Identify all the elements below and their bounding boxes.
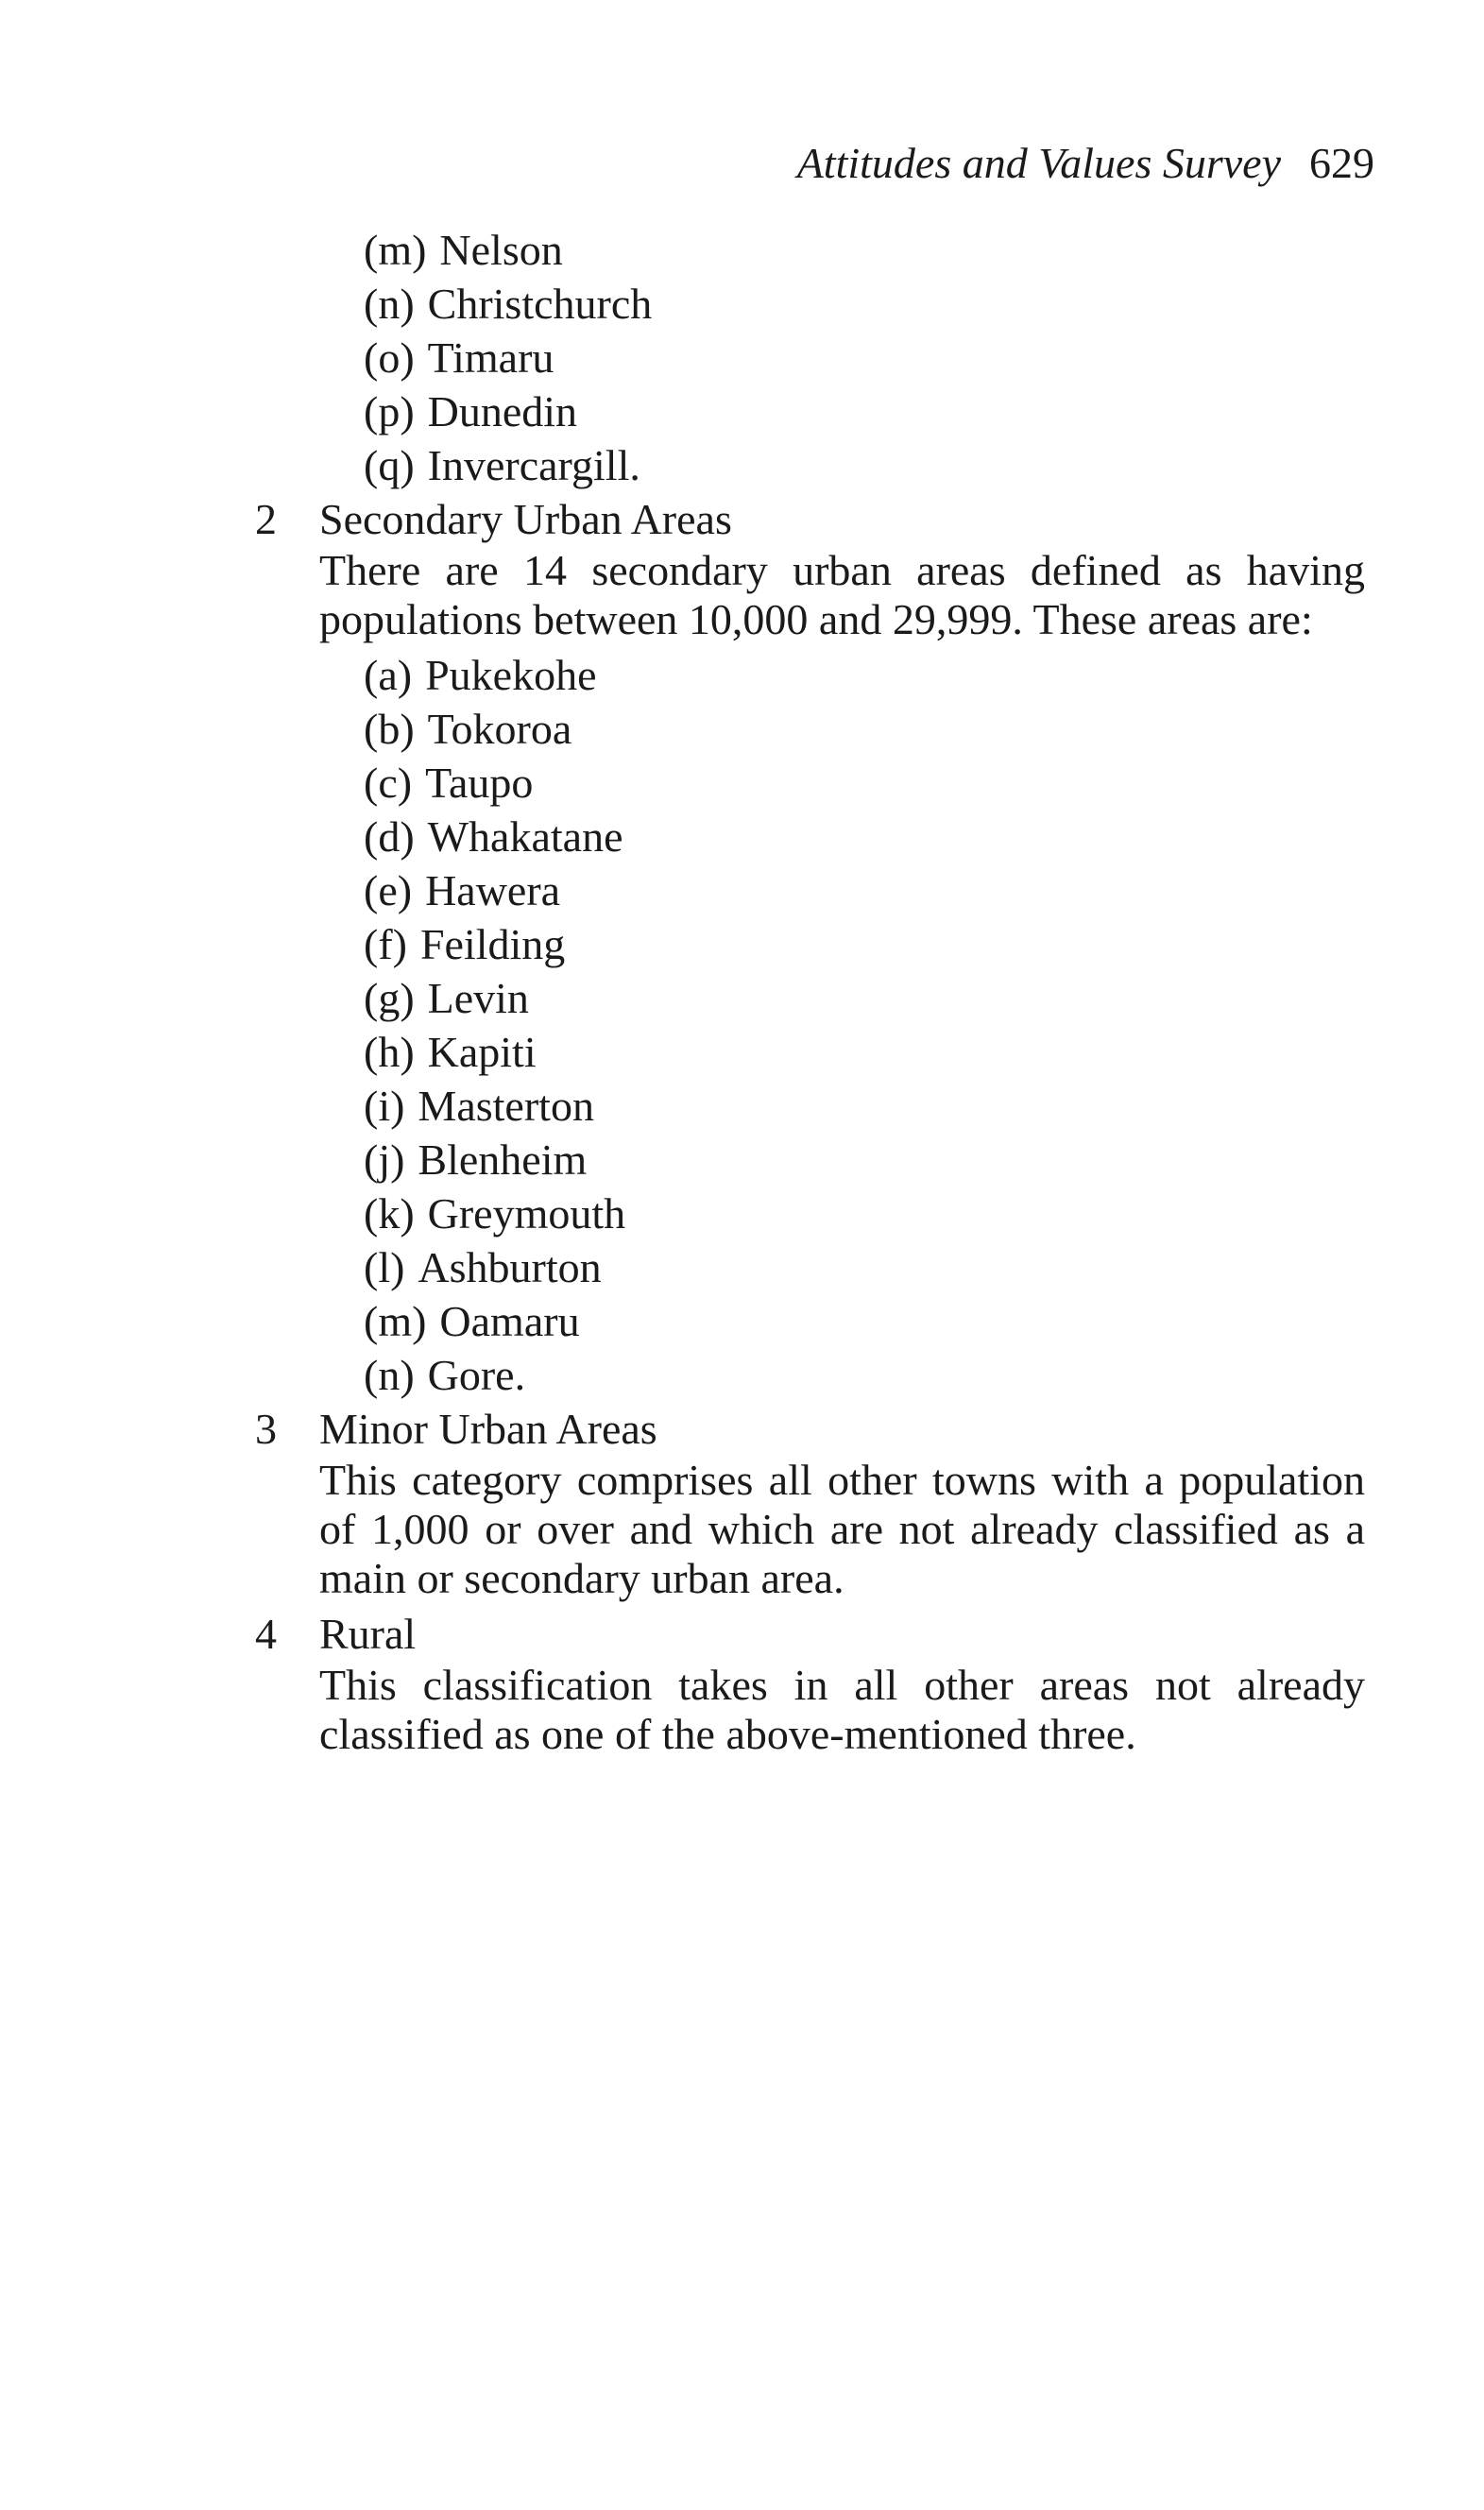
list-item: (k) Greymouth (364, 1189, 626, 1238)
list-item: (i) Masterton (364, 1082, 594, 1130)
list-item: (e) Hawera (364, 866, 561, 914)
section-heading: Secondary Urban Areas (319, 495, 732, 543)
list-item: (j) Blenheim (364, 1135, 588, 1184)
section-heading: Minor Urban Areas (319, 1405, 657, 1453)
list-item: (n) Christchurch (364, 280, 653, 328)
list-item: (f) Feilding (364, 920, 566, 968)
continued-list (255, 223, 1365, 492)
section-number: 3 (255, 1405, 277, 1453)
section-secondary-urban-areas (255, 492, 1365, 1402)
list-item: (h) Kapiti (364, 1028, 537, 1076)
list-item: (n) Gore. (364, 1351, 526, 1399)
list-item: (l) Ashburton (364, 1243, 602, 1291)
list-item: (p) Dunedin (364, 387, 578, 435)
list-item: (d) Whakatane (364, 812, 623, 861)
running-head (796, 139, 1374, 187)
section-text: This category comprises all other towns with a population of 1,000 or over and which are not already classified as a main or secondary urban area. (319, 1456, 1365, 1602)
list-item: (m) Oamaru (364, 1297, 580, 1345)
section-rural (255, 1607, 1365, 1759)
list-item: (o) Timaru (364, 333, 554, 382)
list-item: (b) Tokoroa (364, 705, 572, 753)
section-text: This classification takes in all other areas not already classified as one of the above-mentioned three. (319, 1661, 1365, 1758)
page-number: 629 (1309, 139, 1374, 187)
list-item: (m) Nelson (364, 226, 563, 274)
section-heading: Rural (319, 1610, 417, 1658)
section-text: There are 14 secondary urban areas defined as having populations between 10,000 and 29,999. These areas are: (319, 546, 1365, 643)
body-text (255, 223, 1365, 1763)
section-number: 4 (255, 1610, 277, 1658)
secondary-areas-list (319, 648, 1365, 1402)
section-minor-urban-areas (255, 1402, 1365, 1603)
list-item: (a) Pukekohe (364, 651, 597, 699)
list-item: (g) Levin (364, 974, 529, 1022)
list-item: (q) Invercargill. (364, 441, 640, 489)
section-number: 2 (255, 495, 277, 543)
list-item: (c) Taupo (364, 759, 534, 807)
running-head-title: Attitudes and Values Survey (796, 139, 1281, 187)
